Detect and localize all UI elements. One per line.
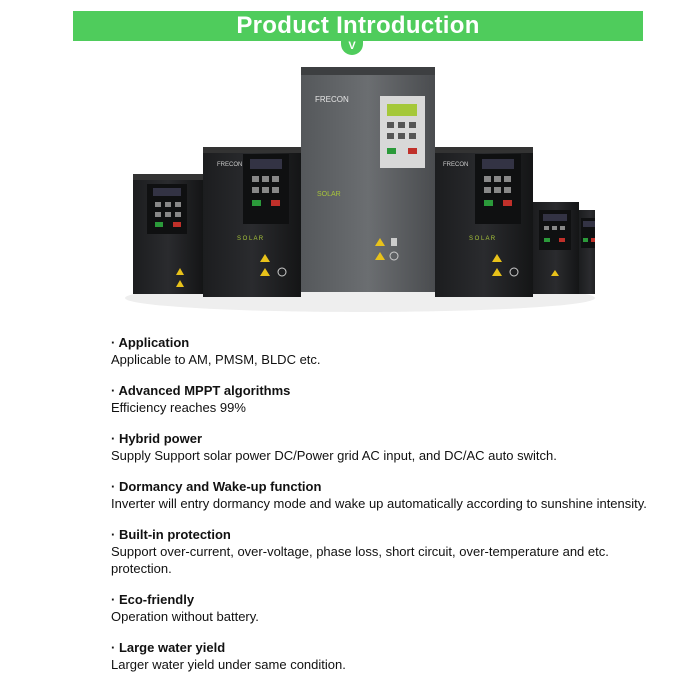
feature-title: · Built-in protection [111,527,231,542]
section-title: Product Introduction [236,12,480,39]
inverter-smallest-right [579,210,595,294]
feature-desc: Operation without battery. [111,609,259,624]
section-banner [73,11,643,41]
feature-hybrid-power [111,430,671,464]
inverter-small-right [533,202,579,294]
feature-title: · Application [111,335,190,350]
feature-title: · Large water yield [111,640,226,655]
feature-dormancy [111,478,671,512]
feature-title: · Eco-friendly [111,592,195,607]
inverter-large-center [301,67,435,292]
feature-water-yield [111,639,671,673]
inverter-medium-left [203,147,301,297]
feature-title: · Advanced MPPT algorithms [111,383,291,398]
svg-text:S O L A R: S O L A R [469,236,496,242]
feature-title: · Hybrid power [111,431,203,446]
feature-list [111,334,671,687]
svg-text:S O L A R: S O L A R [237,236,264,242]
feature-eco-friendly [111,591,671,625]
brand-logo-large: FRECON [315,95,349,104]
brand-logo: FRECON [217,162,243,168]
feature-desc: Inverter will entry dormancy mode and wake up automatically according to sunshine intensity. [111,496,647,511]
feature-desc: Applicable to AM, PMSM, BLDC etc. [111,352,321,367]
feature-application [111,334,671,368]
feature-mppt [111,382,671,416]
feature-desc: Support over-current, over-voltage, phase loss, short circuit, over-temperature and etc. protection. [111,544,609,576]
feature-desc: Supply Support solar power DC/Power grid AC input, and DC/AC auto switch. [111,448,557,463]
solar-label: SOLAR [317,191,341,198]
inverter-medium-right [435,147,533,297]
feature-desc: Larger water yield under same condition. [111,657,346,672]
feature-desc: Efficiency reaches 99% [111,400,246,415]
feature-title: · Dormancy and Wake-up function [111,479,322,494]
product-image [125,62,595,312]
inverter-small-left [133,174,203,294]
svg-text:FRECON: FRECON [443,162,469,168]
feature-protection [111,526,671,577]
banner-tab-chevron: V [341,39,363,55]
